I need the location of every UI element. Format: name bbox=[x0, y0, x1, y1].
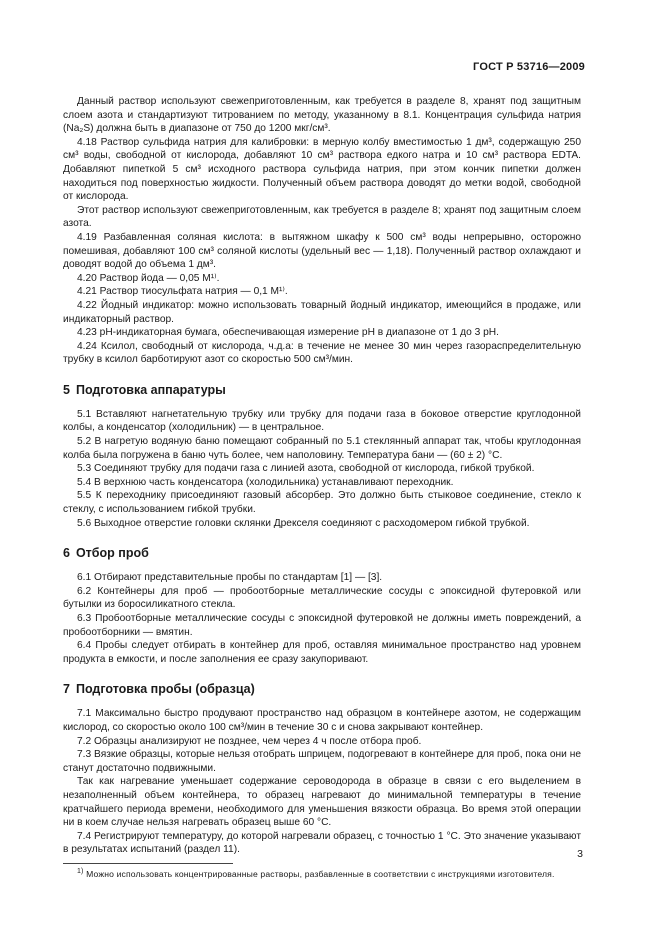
section-title: Отбор проб bbox=[75, 546, 149, 561]
paragraph-7-4: 7.4 Регистрируют температуру, до которой нагревали образец, с точностью 1 °С. Это значение указывают в результатах испытаний (раздел 11). bbox=[63, 830, 581, 856]
section-5-heading bbox=[63, 382, 581, 398]
paragraph-4-19: 4.19 Разбавленная соляная кислота: в вытяжном шкафу к 500 см³ воды непрерывно, осторожно помешивая, добавляют 100 см³ соляной кислоты (удельный вес — 1,18). Полученный раствор охлаждают и доводят водой до объема 1 дм³. bbox=[63, 231, 581, 271]
document-header: ГОСТ Р 53716—2009 bbox=[473, 61, 585, 73]
paragraph-4-21: 4.21 Раствор тиосульфата натрия — 0,1 М¹⁾. bbox=[77, 286, 288, 298]
paragraph-6-2: 6.2 Контейнеры для проб — пробоотборные металлические сосуды с эпоксидной футеровкой или бутылки из боросиликатного стекла. bbox=[63, 585, 581, 611]
section-title: Подготовка аппаратуры bbox=[75, 382, 226, 397]
footnote-text: Можно использовать концентрированные растворы, разбавленные в соответствии с инструкциями изготовителя. bbox=[86, 868, 555, 879]
paragraph: Этот раствор используют свежеприготовленным, как требуется в разделе 8; хранят под защитным слоем азота. bbox=[63, 204, 581, 230]
paragraph-4-18: 4.18 Раствор сульфида натрия для калибровки: в мерную колбу вместимостью 1 дм³, содержащую 250 см³ воды, свободной от кислорода, добавляют 10 см³ раствора едкого натра и 10 см³ раствора EDTA. Добавляют пипеткой 5 см³ исходного раствора сульфида натрия, при этом кончик пипетки должен находиться под поверхностью жидкости. Полученный объем раствора доводят до метки водой, свободной от кислорода. bbox=[63, 136, 581, 203]
paragraph-5-4: 5.4 В верхнюю часть конденсатора (холодильника) устанавливают переходник. bbox=[77, 476, 454, 488]
paragraph-4-24: 4.24 Ксилол, свободный от кислорода, ч.д.а: в течение не менее 30 мин через газораспределительную трубку в ксилол барботируют азот со скоростью 500 см³/мин. bbox=[63, 340, 581, 366]
paragraph-7-1: 7.1 Максимально быстро продувают пространство над образцом в контейнере азотом, не содержащим кислород, со скоростью около 100 см³/мин в течение 30 с и снова закрывают контейнер. bbox=[63, 708, 581, 733]
paragraph-4-20: 4.20 Раствор йода — 0,05 М¹⁾. bbox=[77, 272, 220, 284]
footnote-divider bbox=[63, 863, 233, 864]
paragraph: Данный раствор используют свежеприготовленным, как требуется в разделе 8, хранят под защитным слоем азота и стандартизуют титрованием по методу, указанному в 8.1. Концентрация сульфида натрия (Na₂S) должна быть в диапазоне от 750 до 1200 мкг/см³. bbox=[63, 96, 581, 135]
paragraph-6-4: 6.4 Пробы следует отбирать в контейнер для проб, оставляя минимальное пространство над уровнем продукта в емкости, и после заполнения ее сразу закупоривают. bbox=[63, 640, 581, 665]
paragraph: Так как нагревание уменьшает содержание сероводорода в образце в связи с его выделением в незаполненный объем контейнера, то образец нагревают до минимальной температуры в течение кратчайшего периода времени, необходимого для уменьшения вязкости образца. Во время этой операции ни в коем случае нельзя нагревать образец выше 60 °С. bbox=[63, 776, 581, 829]
section-number: 5 bbox=[63, 382, 70, 397]
paragraph-4-22: 4.22 Йодный индикатор: можно использовать товарный йодный индикатор, имеющийся в продаже, или индикаторный раствор. bbox=[63, 299, 581, 325]
section-7-heading bbox=[63, 681, 581, 697]
section-6-heading bbox=[63, 545, 581, 561]
section-number: 6 bbox=[63, 546, 70, 561]
section-title: Подготовка пробы (образца) bbox=[75, 682, 255, 697]
paragraph-7-3: 7.3 Вязкие образцы, которые нельзя отобрать шприцем, подогревают в контейнере для проб, пока они не станут достаточно подвижными. bbox=[63, 749, 581, 774]
paragraph-7-2: 7.2 Образцы анализируют не позднее, чем через 4 ч после отбора проб. bbox=[77, 735, 422, 747]
paragraph-6-1: 6.1 Отбирают представительные пробы по стандартам [1] — [3]. bbox=[77, 572, 383, 584]
paragraph-5-5: 5.5 К переходнику присоединяют газовый абсорбер. Это должно быть стыковое соединение, стекло к стеклу, с использованием гибкой трубки. bbox=[63, 490, 581, 516]
paragraph-6-3: 6.3 Пробоотборные металлические сосуды с эпоксидной футеровкой не должны иметь повреждений, а пробоотборники — вмятин. bbox=[63, 613, 581, 638]
paragraph-5-2: 5.2 В нагретую водяную баню помещают собранный по 5.1 стеклянный аппарат так, чтобы круглодонная колба была погружена в баню чуть более, чем наполовину. Температура бани — (60 ± 2) °С. bbox=[63, 436, 581, 461]
page-content bbox=[63, 95, 581, 880]
paragraph-5-1: 5.1 Вставляют нагнетательную трубку или трубку для подачи газа в боковое отверстие круглодонной колбы, а конденсатор (холодильник) — в центральное. bbox=[63, 408, 581, 434]
page-number: 3 bbox=[577, 848, 583, 860]
footnote bbox=[63, 868, 581, 880]
paragraph-4-23: 4.23 pH-индикаторная бумага, обеспечивающая измерение pH в диапазоне от 1 до 3 pH. bbox=[77, 327, 499, 339]
section-number: 7 bbox=[63, 682, 70, 697]
paragraph-5-6: 5.6 Выходное отверстие головки склянки Дрекселя соединяют с расходомером гибкой трубкой. bbox=[77, 517, 530, 529]
paragraph-5-3: 5.3 Соединяют трубку для подачи газа с линией азота, свободной от кислорода, гибкой трубкой. bbox=[77, 463, 535, 475]
footnote-marker: 1) bbox=[77, 868, 84, 876]
